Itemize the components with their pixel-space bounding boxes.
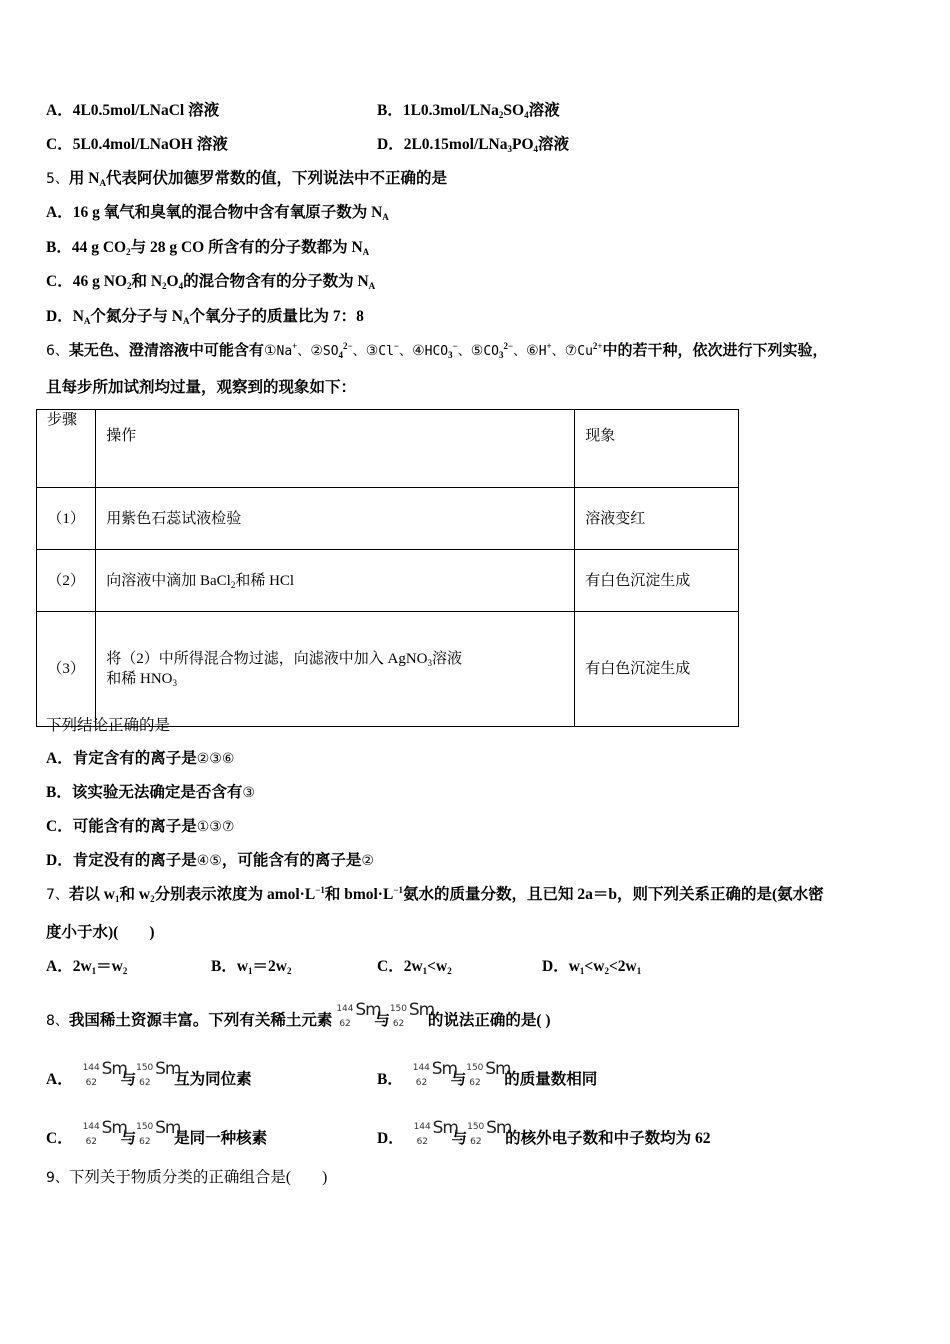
separator: 、 [457,344,471,359]
option-label: C． [46,136,73,153]
mass-number: 144 [412,1063,430,1073]
q5-option-d[interactable] [46,307,364,327]
q4-option-a[interactable] [46,101,219,121]
subscript: 2 [230,579,236,590]
option-label: A． [46,958,73,975]
option-text: 2L0.15mol/LNa [403,136,508,153]
operation-cell: 用紫色石蕊试液检验 [96,488,575,550]
option-label: D． [46,852,73,869]
operation-line-2 [106,669,564,689]
option-text: 2w [403,958,423,975]
conjunction: 与 [120,1130,137,1147]
q5-option-c[interactable] [46,272,375,292]
table-row [37,488,739,550]
stem-text: 的说法正确的是( ) [427,1012,551,1029]
isotope-sm150 [136,1118,181,1147]
subscript: 2 [122,966,128,976]
header-operation: 操作 [96,410,575,488]
option-text: 2w [72,958,92,975]
step-cell: （2） [37,550,96,612]
option-label: A． [46,1071,73,1088]
q6-option-d[interactable] [46,851,374,871]
operation-text: 向溶液中滴加 BaCl [106,572,231,589]
conjunction: 与 [120,1071,137,1088]
superscript: 2− [503,341,514,351]
option-text: 和 N [131,273,163,290]
mass-number: 150 [389,1004,408,1014]
table-row [37,550,739,612]
q6-conclusion-prompt: 下列结论正确的是 [46,717,171,734]
subscript: 3 [172,678,177,688]
option-text: ＝w [96,958,123,975]
experiment-table [36,409,739,727]
subscript: A [382,212,389,222]
isotope-sm150 [466,1059,511,1088]
ion-marker: ①③⑦ [196,819,235,835]
subscript: 2 [447,966,452,976]
subscript: A [368,281,376,291]
ion-formula: Cu [577,344,593,359]
atomic-number: 62 [339,1019,351,1029]
option-text: 1L0.3mol/LNa [402,102,499,119]
q8-option-c[interactable] [46,1118,268,1149]
element-symbol: Sm [485,1059,511,1079]
q7-stem-line1 [46,885,824,905]
option-label: D． [377,136,404,153]
subscript: 2 [126,281,132,291]
stem-text: 代表阿伏加德罗常数的值，下列说法中不正确的是 [106,170,448,187]
isotope-sm144 [412,1059,458,1088]
subscript: 1 [91,966,97,976]
ion-marker: ⑦ [564,343,578,359]
option-text: <2w [608,958,637,975]
stem-text: 某无色、澄清溶液中可能含有 [68,343,264,359]
option-label: A． [46,204,73,221]
q7-option-c[interactable] [377,957,452,977]
operation-text: 将（2）中所得混合物过滤，向滤液中加入 AgNO [106,651,428,667]
stem-text: 若以 w [68,886,115,903]
mass-number: 150 [467,1122,485,1132]
q6-option-c[interactable] [46,817,234,837]
option-text: 互为同位素 [174,1071,252,1088]
result-cell: 有白色沉淀生成 [575,550,739,612]
subscript: 4 [524,110,529,120]
option-text: 可能含有的离子是 [72,818,197,835]
atomic-number: 62 [139,1137,151,1147]
option-text: 的质量数相同 [504,1071,598,1088]
superscript: 2− [343,341,353,351]
superscript: − [393,341,400,351]
operation-text: 和稀 HNO [106,671,173,687]
option-text: 5L0.4mol/LNaOH 溶液 [72,136,228,153]
q8-stem [46,1000,551,1031]
q7-option-d[interactable] [542,957,641,977]
conjunction: 与 [450,1071,467,1088]
option-text: N [72,308,84,325]
ion-formula: H [538,344,547,359]
isotope-sm144 [82,1118,127,1147]
mass-number: 150 [136,1122,154,1132]
element-symbol: Sm [155,1118,181,1138]
element-symbol: Sm [101,1059,127,1079]
element-symbol: Sm [431,1059,458,1079]
superscript: + [546,341,552,351]
separator: 、 [513,344,527,359]
subscript: 4 [338,350,344,360]
ion-marker: ②③⑥ [196,751,235,767]
mass-number: 150 [466,1063,484,1073]
stem-text: 用 N [68,170,100,187]
operation-line-1 [106,649,564,669]
ion-marker: ⑥ [526,343,539,359]
element-symbol: Sm [101,1118,127,1138]
stem-text: 和 bmol·L [324,886,394,903]
mass-number: 150 [136,1063,154,1073]
operation-cell [96,550,575,612]
option-text: 肯定含有的离子是 [72,750,197,767]
superscript: + [292,341,298,351]
subscript: 2 [150,894,155,904]
superscript: −1 [393,885,403,895]
mass-number: 144 [413,1122,431,1132]
option-text: w [236,958,249,975]
atomic-number: 62 [85,1078,98,1088]
option-text: 是同一种核素 [174,1130,268,1147]
subscript: A [83,316,91,326]
q5-stem [46,169,447,189]
q6-option-a[interactable] [46,749,234,769]
ion-marker: ③ [365,343,379,359]
option-text: 个氧分子的质量比为 7：8 [189,308,364,325]
ion-formula: HCO [424,344,449,359]
option-text: 肯定没有的离子是 [72,852,197,869]
isotope-sm150 [467,1118,512,1147]
stem-text: 分别表示浓度为 amol·L [154,886,316,903]
question-number: 6、 [46,343,69,359]
ion-formula: CO [483,344,499,359]
q4-option-b[interactable] [377,101,560,121]
option-text: 的核外电子数和中子数均为 62 [505,1130,711,1147]
subscript: A [99,178,106,188]
subscript: 1 [422,966,428,976]
subscript: 4 [178,281,184,291]
mass-number: 144 [82,1122,100,1132]
separator: 、 [352,344,366,359]
isotope-sm144 [82,1059,127,1088]
header-step: 步骤 [37,410,96,488]
isotope-sm144 [336,1000,381,1029]
q4-option-c[interactable] [46,135,228,155]
element-symbol: Sm [155,1059,181,1079]
mass-number: 144 [336,1004,354,1014]
q7-stem-line2: 度小于水)( ) [46,924,155,941]
option-label: C． [46,273,73,290]
atomic-number: 62 [470,1137,482,1147]
q4-option-d[interactable] [377,135,569,155]
separator: 、 [399,344,413,359]
subscript: 3 [427,658,432,668]
option-label: B． [377,1071,403,1088]
option-label: C． [46,818,73,835]
isotope-sm150 [389,1000,435,1029]
option-text: <w [584,958,605,975]
atomic-number: 62 [469,1078,481,1088]
isotope-sm150 [136,1059,181,1088]
subscript: 2 [126,247,131,257]
subscript: 2 [604,966,609,976]
atomic-number: 62 [392,1019,405,1029]
option-label: B． [46,239,72,256]
q6-stem-line1 [46,341,828,362]
stem-text: 和 w [119,886,151,903]
option-label: A． [46,102,73,119]
option-text: 的混合物含有的分子数为 N [183,273,369,290]
option-label: B． [211,958,237,975]
subscript: 1 [636,966,642,976]
option-text: 16 g 氧气和臭氧的混合物中含有氧原子数为 N [72,204,383,221]
subscript: 1 [115,894,120,904]
q8-option-d[interactable] [377,1118,711,1149]
mass-number: 144 [82,1063,100,1073]
conjunction: 与 [374,1012,390,1029]
option-label: C． [377,958,404,975]
option-label: A． [46,750,73,767]
option-text: 溶液 [528,102,560,119]
table-header-row [37,410,739,488]
stem-text: 我国稀土资源丰富。下列有关稀土元素 [68,1012,333,1029]
subscript: 2 [287,966,292,976]
subscript: 2 [498,110,504,120]
atomic-number: 62 [415,1078,428,1088]
element-symbol: Sm [408,1000,435,1020]
option-label: C． [46,1130,73,1147]
ion-marker: ④ [412,343,425,359]
subscript: 3 [448,350,453,360]
ion-marker: ② [310,343,323,359]
isotope-sm144 [413,1118,458,1147]
option-text: O [166,273,179,290]
header-result: 现象 [575,410,739,488]
q6-option-b[interactable] [46,783,255,803]
step-cell: （3） [37,612,96,727]
conjunction: 与 [451,1130,468,1147]
superscript: − [452,341,458,351]
option-text: SO [503,102,525,119]
stem-text: 下列关于物质分类的正确组合是( ) [68,1169,328,1186]
element-symbol: Sm [355,1000,381,1020]
subscript: 3 [498,350,504,360]
atomic-number: 62 [416,1137,429,1147]
element-symbol: Sm [486,1118,512,1138]
q8-option-a[interactable] [46,1059,252,1090]
option-text: ，可能含有的离子是 [221,852,362,869]
result-cell: 溶液变红 [575,488,739,550]
option-text: 44 g CO [71,239,127,256]
option-text: 该实验无法确定是否含有 [71,784,243,801]
ion-formula: Cl [378,344,394,359]
ion-marker: ① [263,343,277,359]
option-label: D． [46,308,73,325]
ion-formula: SO [322,344,339,359]
subscript: 1 [248,966,253,976]
option-text: 46 g NO [72,273,127,290]
q8-option-b[interactable] [377,1059,598,1090]
separator: 、 [297,344,311,359]
superscript: 2+ [592,341,603,351]
q6-stem-line2: 且每步所加试剂均过量，观察到的现象如下： [46,379,357,396]
operation-text: 溶液 [432,651,463,667]
element-symbol: Sm [432,1118,458,1138]
option-text: 个氮分子与 N [90,308,183,325]
table-row [37,612,739,727]
question-number: 5、 [46,171,69,187]
option-text: 与 28 g CO 所含有的分子数都为 N [130,239,363,256]
subscript: 3 [507,144,512,154]
option-text: ＝2w [252,958,287,975]
option-text: 溶液 [538,136,570,153]
subscript: 4 [533,144,539,154]
option-text: <w [427,958,448,975]
separator: 、 [551,344,565,359]
question-number: 8、 [46,1013,69,1029]
option-text: 4L0.5mol/LNaCl 溶液 [72,102,220,119]
ion-marker: ② [361,853,374,869]
subscript: A [182,316,190,326]
step-cell: （1） [37,488,96,550]
option-label: B． [46,784,72,801]
ion-marker: ③ [242,785,255,801]
subscript: A [362,247,370,257]
option-label: D． [377,1130,404,1147]
option-text: w [568,958,580,975]
question-number: 9、 [46,1170,69,1186]
superscript: −1 [315,885,325,895]
operation-text: 和稀 HCl [235,572,295,589]
q7-option-b[interactable] [211,957,292,977]
subscript: 1 [579,966,585,976]
option-label: D． [542,958,569,975]
q7-option-a[interactable] [46,957,127,977]
stem-text: 氨水的质量分数，且已知 2a＝b，则下列关系正确的是(氨水密 [402,886,824,903]
ion-marker: ⑤ [470,343,484,359]
atomic-number: 62 [139,1078,151,1088]
atomic-number: 62 [85,1137,98,1147]
q5-option-a[interactable] [46,203,389,223]
option-label: B． [377,102,403,119]
q9-stem [46,1168,327,1188]
subscript: 2 [162,281,167,291]
operation-cell [96,612,575,727]
result-cell: 有白色沉淀生成 [575,612,739,727]
option-text: PO [511,136,534,153]
ion-formula: Na [276,344,293,359]
question-number: 7、 [46,887,69,903]
ion-marker: ④⑤ [196,853,222,869]
q5-option-b[interactable] [46,238,369,258]
stem-text: 中的若干种，依次进行下列实验， [602,343,828,359]
